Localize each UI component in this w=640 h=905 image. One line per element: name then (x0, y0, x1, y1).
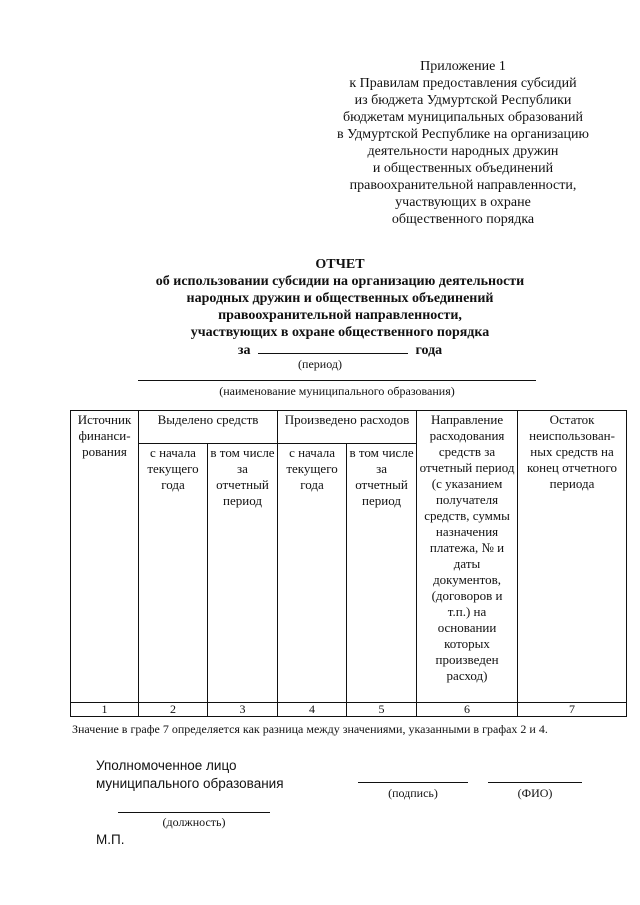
report-title-line: правоохранительной направленности, (218, 308, 462, 323)
header-expenses-made: Произведено расходов (278, 411, 417, 444)
subheader-allocated-in-period: в том числе за отчетный период (208, 444, 278, 703)
authorized-person-line2: муниципального образования (96, 776, 284, 791)
appendix-line: бюджетам муниципальных образований (343, 110, 583, 125)
appendix-line: деятельности народных дружин (367, 144, 559, 159)
appendix-line: участвующих в охране (395, 195, 531, 210)
authorized-person-line1: Уполномоченное лицо (96, 758, 237, 773)
report-title-line: народных дружин и общественных объединений (186, 291, 494, 306)
position-blank-field[interactable] (118, 812, 270, 813)
column-number: 2 (139, 703, 208, 717)
fio-blank-field[interactable] (488, 782, 582, 783)
period-blank-field[interactable] (258, 341, 408, 354)
appendix-block (320, 58, 606, 228)
appendix-line: к Правилам предоставления субсидий (349, 76, 577, 91)
report-title-line: участвующих в охране общественного порядка (190, 325, 490, 340)
header-source-of-financing: Источник финанси-рования (71, 411, 139, 703)
report-heading: ОТЧЕТ (315, 257, 365, 272)
subheader-spent-from-start: с начала текущего года (278, 444, 347, 703)
column-number: 7 (518, 703, 627, 717)
seal-place-label: М.П. (96, 832, 125, 847)
appendix-line: правоохранительной направленности, (349, 178, 577, 193)
column-number: 3 (208, 703, 278, 717)
signature-caption: (подпись) (388, 786, 438, 800)
period-caption: (период) (298, 357, 342, 371)
header-unused-balance: Остаток неиспользован-ных средств на конец отчетного периода (518, 411, 627, 703)
column-number: 5 (347, 703, 417, 717)
appendix-line: в Удмуртской Республике на организацию (337, 127, 589, 142)
appendix-line: Приложение 1 (420, 59, 506, 74)
column-number: 4 (278, 703, 347, 717)
report-table (70, 410, 627, 717)
column-number: 6 (417, 703, 518, 717)
table-footnote: Значение в графе 7 определяется как разница между значениями, указанными в графах 2 и 4. (72, 722, 548, 736)
za-label: за (237, 343, 251, 358)
municipality-caption: (наименование муниципального образования) (219, 384, 455, 398)
table-header-row (71, 411, 627, 444)
report-title-line: об использовании субсидии на организацию деятельности (155, 274, 525, 289)
header-allocated-funds: Выделено средств (139, 411, 278, 444)
subheader-spent-in-period: в том числе за отчетный период (347, 444, 417, 703)
position-caption: (должность) (162, 815, 226, 829)
column-number: 1 (71, 703, 139, 717)
appendix-line: из бюджета Удмуртской Республики (354, 93, 572, 108)
goda-label: года (415, 343, 443, 358)
appendix-line: общественного порядка (391, 212, 535, 227)
appendix-line: и общественных объединений (372, 161, 554, 176)
fio-caption: (ФИО) (517, 786, 553, 800)
report-title-block (70, 256, 610, 359)
subheader-allocated-from-start: с начала текущего года (139, 444, 208, 703)
authorized-person-label (96, 757, 284, 793)
signature-blank-field[interactable] (358, 782, 468, 783)
header-expense-direction: Направление расходования средств за отчетный период (с указанием получателя средств, суммы назначения платежа, № и даты документов, (договоров и т.п.) на основании которых произведен расход) (417, 411, 518, 703)
table-column-numbers-row (71, 703, 627, 717)
municipality-blank-field[interactable] (138, 380, 536, 381)
